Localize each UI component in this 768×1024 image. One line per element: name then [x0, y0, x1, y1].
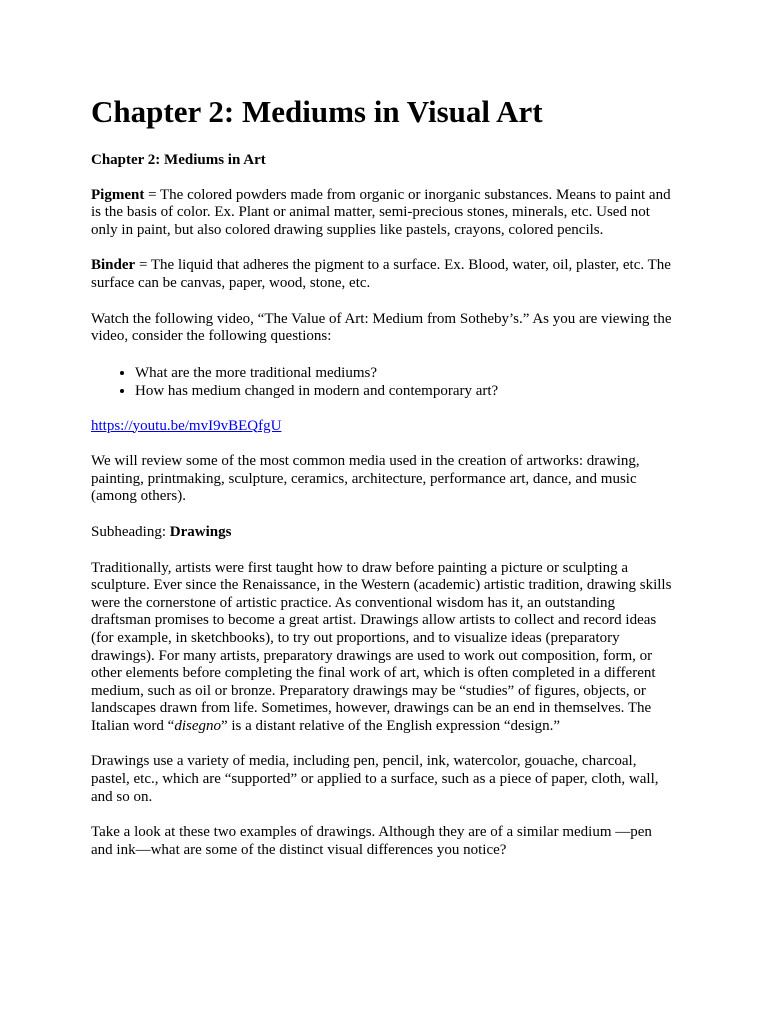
subheading-label: Drawings	[169, 523, 232, 540]
drawings-text-before: Traditionally, artists were first taught how to draw before painting a picture or sculpting a sculpture. Ever since the Renaissance, in the Western (academic) artistic tradition, drawing skills were the cornerstone of artistic practice. As conventional wisdom has it, an outstanding draftsman promises to become a great artist. Drawings allow artists to collect and record ideas (for example, in sketchbooks), to try out proportions, and to visualize ideas (preparatory drawings). For many artists, preparatory drawings are used to work out composition, form, or other elements before completing the final work of art, which is often completed in a different medium, such as oil or bronze. Preparatory drawings may be “studies” of figures, objects, or landscapes drawn from life. Sometimes, however, drawings can be an end in themselves. The Italian word “	[91, 559, 672, 734]
question-list	[91, 364, 676, 401]
video-link-paragraph	[91, 418, 676, 436]
chapter-subtitle-text: Chapter 2: Mediums in Art	[91, 152, 266, 168]
disegno-word: disegno	[174, 717, 221, 734]
media-paragraph: Drawings use a variety of media, including pen, pencil, ink, watercolor, gouache, charcoal, pastel, etc., which are “supported” or applied to a surface, such as a piece of paper, cloth, wall, and so on.	[91, 753, 659, 805]
review-paragraph: We will review some of the most common media used in the creation of artworks: drawing, painting, printmaking, sculpture, ceramics, architecture, performance art, dance, and music (among others).	[91, 453, 640, 505]
video-intro-paragraph: Watch the following video, “The Value of Art: Medium from Sotheby’s.” As you are viewing the video, consider the following questions:	[91, 310, 672, 345]
examples-paragraph: Take a look at these two examples of drawings. Although they are of a similar medium —pen and ink—what are some of the distinct visual differences you notice?	[91, 824, 652, 858]
subheading-prefix: Subheading:	[91, 523, 170, 540]
binder-definition	[91, 257, 676, 292]
page-title: Chapter 2: Mediums in Visual Art	[91, 94, 543, 129]
list-item: • How has medium changed in modern and contemporary art?	[135, 382, 676, 400]
video-link[interactable]: https://youtu.be/mvI9vBEQfgU	[91, 417, 282, 434]
pigment-term: Pigment	[91, 186, 145, 203]
list-item: • What are the more traditional mediums?	[135, 364, 676, 382]
binder-text: = The liquid that adheres the pigment to a surface. Ex. Blood, water, oil, plaster, etc. The surface can be canvas, paper, wood, stone, etc.	[91, 257, 671, 291]
drawings-paragraph	[91, 560, 676, 736]
binder-term: Binder	[91, 257, 136, 274]
subheading	[91, 524, 676, 542]
drawings-text-after: ” is a distant relative of the English expression “design.”	[220, 717, 561, 734]
chapter-subtitle	[91, 152, 676, 170]
pigment-text: = The colored powders made from organic or inorganic substances. Means to paint and is the basis of color. Ex. Plant or animal matter, semi-precious stones, minerals, etc. Used not only in paint, but also colored drawing supplies like pastels, crayons, colored pencils.	[91, 186, 671, 238]
pigment-definition	[91, 187, 676, 240]
